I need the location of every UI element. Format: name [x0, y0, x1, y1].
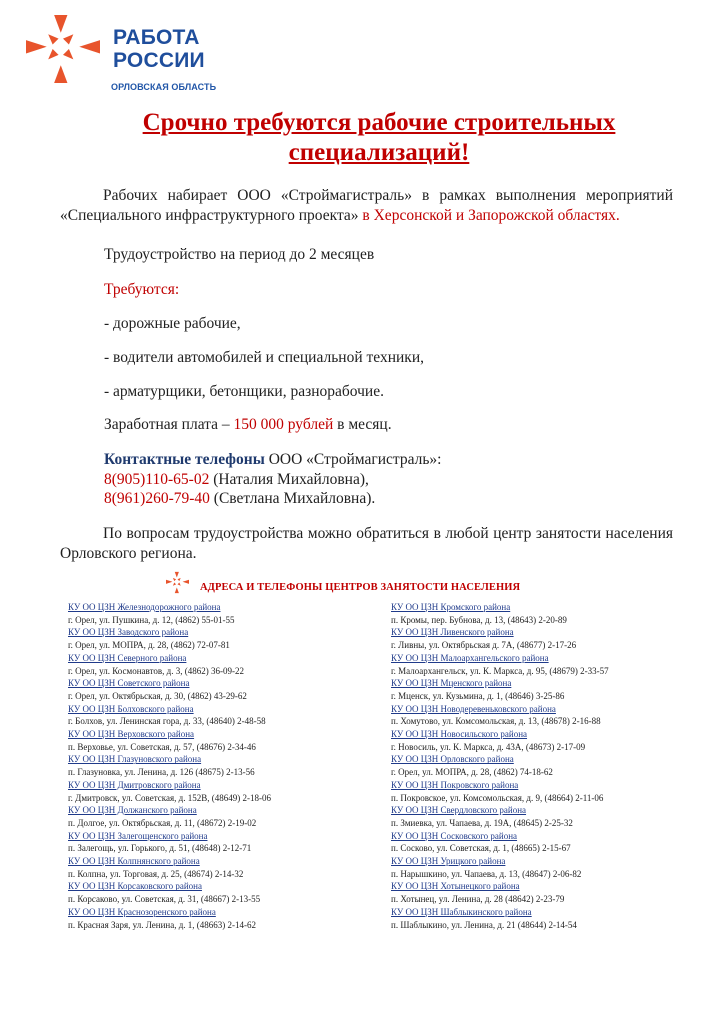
page-title [60, 108, 698, 168]
job-item: - дорожные рабочие, [104, 315, 241, 332]
employment-center-name[interactable]: КУ ОО ЦЗН Должанского района [68, 805, 197, 816]
employment-center-address: г. Болхов, ул. Ленинская гора, д. 33, (48640) 2-48-58 [68, 716, 266, 727]
employment-center-name[interactable]: КУ ОО ЦЗН Верховского района [68, 729, 195, 740]
title-line-1: Срочно требуются рабочие строительных [142, 109, 616, 136]
employment-center-address: п. Хотынец, ул. Ленина, д. 28 (48642) 2-23-79 [391, 894, 565, 905]
phone-number[interactable]: 8(961)260-79-40 [104, 490, 210, 507]
employment-center-name[interactable]: КУ ОО ЦЗН Хотынецкого района [391, 881, 520, 892]
employment-center-name[interactable]: КУ ОО ЦЗН Малоархангельского района [391, 652, 549, 663]
employment-center-address: п. Шаблыкино, ул. Ленина, д. 21 (48644) 2-14-54 [391, 919, 577, 930]
employment-center-address: п. Верховье, ул. Советская, д. 57, (48676) 2-34-46 [68, 741, 256, 752]
employment-period: Трудоустройство на период до 2 месяцев [104, 246, 375, 263]
employment-center-name[interactable]: КУ ОО ЦЗН Свердловского района [391, 805, 527, 816]
employment-center-name[interactable]: КУ ОО ЦЗН Новодеревеньковского района [391, 703, 556, 714]
employment-center-address: п. Покровское, ул. Комсомольская, д. 9, (48664) 2-11-06 [391, 792, 604, 803]
employment-center-name[interactable]: КУ ОО ЦЗН Кромского района [391, 602, 511, 612]
job-item: - водители автомобилей и специальной техники, [104, 349, 424, 366]
employment-center-address: г. Орел, ул. Космонавтов, д. 3, (4862) 36-09-22 [68, 665, 244, 676]
employment-center-address: п. Глазуновка, ул. Ленина, д. 126 (48675) 2-13-56 [68, 767, 255, 778]
contacts-company: ООО «Строймагистраль»: [264, 451, 442, 468]
employment-center-name[interactable]: КУ ОО ЦЗН Железнодорожного района [68, 602, 221, 612]
employment-center-address: г. Мценск, ул. Кузьмина, д. 1, (48646) 3-25-86 [391, 690, 565, 701]
salary-suffix: в месяц. [333, 416, 392, 433]
employment-center-name[interactable]: КУ ОО ЦЗН Орловского района [391, 754, 514, 765]
employment-center-name[interactable]: КУ ОО ЦЗН Покровского района [391, 779, 519, 790]
employment-center-address: г. Орел, ул. МОПРА, д. 28, (4862) 72-07-81 [68, 640, 230, 651]
employment-center-name[interactable]: КУ ОО ЦЗН Новосильского района [391, 729, 528, 740]
contact-phone-1 [104, 471, 369, 489]
employment-center-address: п. Змиевка, ул. Чапаева, д. 19А, (48645) 2-25-32 [391, 817, 573, 828]
rabota-rossii-logo-icon [166, 571, 189, 594]
employment-center-address: п. Залегощь, ул. Горького, д. 51, (48648) 2-12-71 [68, 843, 252, 854]
employment-center-name[interactable]: КУ ОО ЦЗН Краснозоренского района [68, 906, 216, 917]
closing-paragraph: По вопросам трудоустройства можно обратиться в любой центр занятости населения Орловского региона. [60, 525, 673, 562]
salary-prefix: Заработная плата – [104, 416, 234, 433]
employment-center-address: п. Кромы, пер. Бубнова, д. 13, (48643) 2-20-89 [391, 614, 567, 625]
employment-center-name[interactable]: КУ ОО ЦЗН Урицкого района [391, 856, 506, 867]
employment-center-name[interactable]: КУ ОО ЦЗН Залегощенского района [68, 830, 208, 841]
employment-center-name[interactable]: КУ ОО ЦЗН Ливенского района [391, 627, 514, 638]
intro-paragraph [60, 186, 673, 226]
addresses-left-column [68, 601, 271, 931]
rabota-rossii-logo-icon [26, 12, 100, 86]
employment-center-name[interactable]: КУ ОО ЦЗН Северного района [68, 652, 187, 663]
salary-line [104, 416, 392, 434]
contacts-heading [104, 451, 442, 469]
contacts-label: Контактные телефоны [104, 451, 265, 468]
contact-phone-2 [104, 490, 375, 508]
logo-wordmark [113, 26, 205, 72]
employment-center-address: г. Ливны, ул. Октябрьская д. 7А, (48677) 2-17-26 [391, 640, 577, 651]
employment-center-address: г. Орел, ул. Октябрьская, д. 30, (4862) 43-29-62 [68, 690, 247, 701]
employment-center-name[interactable]: КУ ОО ЦЗН Корсаковского района [68, 881, 202, 892]
logo-region: ОРЛОВСКАЯ ОБЛАСТЬ [111, 82, 217, 92]
intro-regions: в Херсонской и Запорожской областях. [358, 207, 620, 224]
logo-line-1: РАБОТА [113, 26, 200, 49]
employment-center-name[interactable]: КУ ОО ЦЗН Советского района [68, 678, 190, 689]
employment-center-address: г. Дмитровск, ул. Советская, д. 152В, (48649) 2-18-06 [68, 792, 271, 803]
employment-center-address: г. Малоархангельск, ул. К. Маркса, д. 95, (48679) 2-33-57 [391, 665, 609, 676]
salary-amount: 150 000 рублей [233, 416, 334, 433]
employment-center-address: п. Корсаково, ул. Советская, д. 31, (48667) 2-13-55 [68, 894, 261, 905]
employment-center-name[interactable]: КУ ОО ЦЗН Мценского района [391, 678, 512, 689]
employment-center-address: г. Новосиль, ул. К. Маркса, д. 43А, (48673) 2-17-09 [391, 741, 586, 752]
phone-contact-name: (Наталия Михайловна), [209, 471, 369, 488]
intro-text: Рабочих набирает ООО «Строймагистраль» в рамках выполнения мероприятий «Специального инфраструктурного проекта» [60, 187, 673, 224]
employment-center-address: п. Нарышкино, ул. Чапаева, д. 13, (48647) 2-06-82 [391, 868, 582, 879]
addresses-title: АДРЕСА И ТЕЛЕФОНЫ ЦЕНТРОВ ЗАНЯТОСТИ НАСЕЛЕНИЯ [200, 582, 521, 593]
employment-center-name[interactable]: КУ ОО ЦЗН Шаблыкинского района [391, 906, 532, 917]
employment-center-address: п. Сосково, ул. Советская, д. 1, (48665) 2-15-67 [391, 843, 571, 854]
employment-center-name[interactable]: КУ ОО ЦЗН Дмитровского района [68, 779, 201, 790]
employment-center-name[interactable]: КУ ОО ЦЗН Болховского района [68, 703, 194, 714]
employment-center-name[interactable]: КУ ОО ЦЗН Глазуновского района [68, 754, 202, 765]
employment-center-name[interactable]: КУ ОО ЦЗН Колпнянского района [68, 856, 200, 867]
addresses-right-column [391, 601, 609, 931]
employment-center-address: г. Орел, ул. МОПРА, д. 28, (4862) 74-18-62 [391, 767, 553, 778]
phone-number[interactable]: 8(905)110-65-02 [104, 471, 210, 488]
employment-center-address: п. Долгое, ул. Октябрьская, д. 11, (48672) 2-19-02 [68, 817, 257, 828]
employment-center-name[interactable]: КУ ОО ЦЗН Сосковского района [391, 830, 518, 841]
employment-center-name[interactable]: КУ ОО ЦЗН Заводского района [68, 627, 189, 638]
job-item: - арматурщики, бетонщики, разнорабочие. [104, 383, 384, 400]
title-line-2: специализаций! [288, 139, 470, 166]
employment-center-address: г. Орел, ул. Пушкина, д. 12, (4862) 55-01-55 [68, 614, 235, 625]
employment-center-address: п. Колпна, ул. Торговая, д. 25, (48674) 2-14-32 [68, 868, 244, 879]
required-label: Требуются: [104, 281, 180, 298]
phone-contact-name: (Светлана Михайловна). [209, 490, 376, 507]
employment-center-address: п. Хомутово, ул. Комсомольская, д. 13, (48678) 2-16-88 [391, 716, 601, 727]
logo-line-2: РОССИИ [113, 49, 205, 72]
employment-center-address: п. Красная Заря, ул. Ленина, д. 1, (48663) 2-14-62 [68, 919, 257, 930]
